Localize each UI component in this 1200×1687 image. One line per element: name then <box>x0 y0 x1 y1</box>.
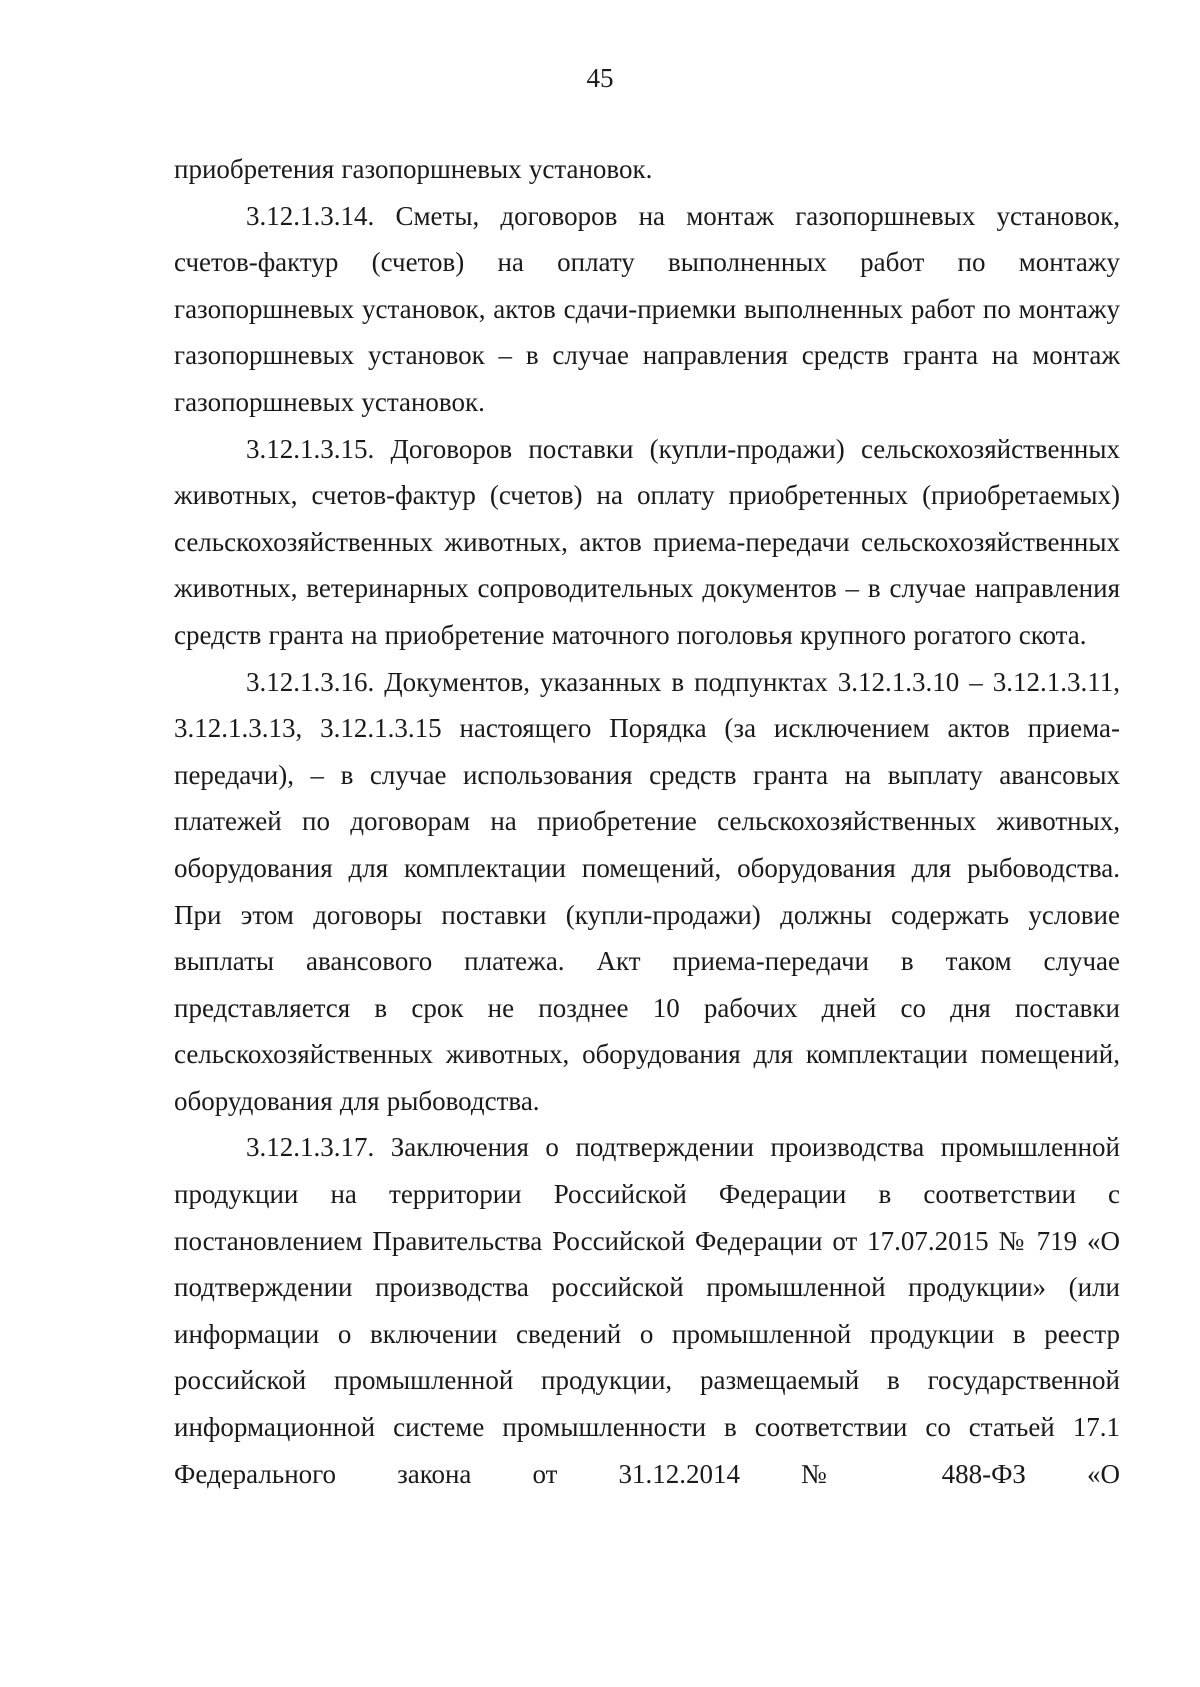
document-body <box>174 146 1120 1497</box>
paragraph-3-12-1-3-15: 3.12.1.3.15. Договоров поставки (купли-продажи) сельскохозяйственных животных, счетов-фактур (счетов) на оплату приобретенных (приобретаемых) сельскохозяйственных животных, актов приема-передачи сельскохозяйственных животных, ветеринарных сопроводительных документов – в случае направления средств гранта на приобретение маточного поголовья крупного рогатого скота. <box>174 433 1120 650</box>
paragraph-3-12-1-3-16: 3.12.1.3.16. Документов, указанных в подпунктах 3.12.1.3.10 – 3.12.1.3.11, 3.12.1.3.13, 3.12.1.3.15 настоящего Порядка (за исключением актов приема-передачи), – в случае использования средств гранта на выплату авансовых платежей по договорам на приобретение сельскохозяйственных животных, оборудования для комплектации помещений, оборудования для рыбоводства. При этом договоры поставки (купли-продажи) должны содержать условие выплаты авансового платежа. Акт приема-передачи в таком случае представляется в срок не позднее 10 рабочих дней со дня поставки сельскохозяйственных животных, оборудования для комплектации помещений, оборудования для рыбоводства. <box>174 666 1120 1116</box>
paragraph-3-12-1-3-14: 3.12.1.3.14. Сметы, договоров на монтаж газопоршневых установок, счетов-фактур (счетов) на оплату выполненных работ по монтажу газопоршневых установок, актов сдачи-приемки выполненных работ по монтажу газопоршневых установок – в случае направления средств гранта на монтаж газопоршневых установок. <box>174 200 1120 417</box>
paragraph-continuation: приобретения газопоршневых установок. <box>174 154 653 184</box>
page-number: 45 <box>586 63 614 93</box>
paragraph-3-12-1-3-17: 3.12.1.3.17. Заключения о подтверждении производства промышленной продукции на территории Российской Федерации в соответствии с постановлением Правительства Российской Федерации от 17.07.2015 № 719 «О подтверждении производства российской промышленной продукции» (или информации о включении сведений о промышленной продукции в реестр российской промышленной продукции, размещаемый в государственной информационной системе промышленности в соответствии со статьей 17.1 Федерального закона от 31.12.2014 № 488-ФЗ «О <box>174 1132 1120 1489</box>
